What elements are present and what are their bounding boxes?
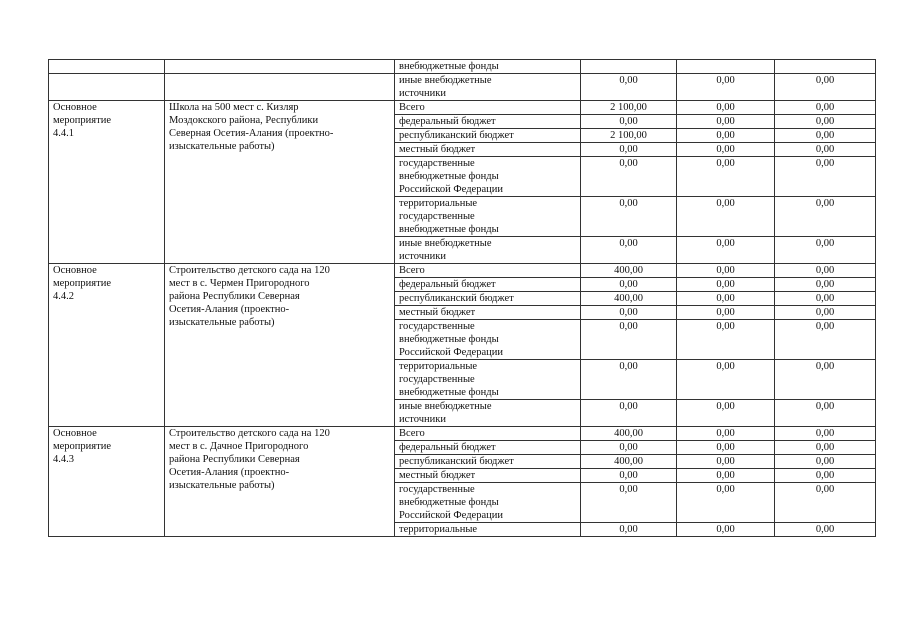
funding-source-cell: территориальные государственные внебюджетные фонды	[395, 197, 581, 237]
funding-source-cell: внебюджетные фонды	[395, 60, 581, 74]
amount-cell: 0,00	[775, 101, 876, 115]
amount-cell	[775, 60, 876, 74]
amount-cell: 0,00	[775, 292, 876, 306]
amount-cell: 0,00	[581, 143, 677, 157]
amount-cell: 0,00	[581, 483, 677, 523]
funding-table-body	[49, 60, 876, 537]
amount-cell: 0,00	[775, 237, 876, 264]
funding-source-cell: иные внебюджетные источники	[395, 237, 581, 264]
table-row	[49, 60, 876, 74]
amount-cell: 0,00	[775, 157, 876, 197]
funding-source-cell: местный бюджет	[395, 306, 581, 320]
amount-cell: 0,00	[581, 157, 677, 197]
funding-source-cell: федеральный бюджет	[395, 278, 581, 292]
amount-cell: 0,00	[677, 306, 775, 320]
funding-source-cell: республиканский бюджет	[395, 455, 581, 469]
amount-cell: 0,00	[581, 197, 677, 237]
amount-cell: 0,00	[581, 320, 677, 360]
amount-cell: 0,00	[677, 264, 775, 278]
amount-cell: 0,00	[581, 441, 677, 455]
amount-cell: 400,00	[581, 264, 677, 278]
object-cell: Строительство детского сада на 120 мест в с. Дачное Пригородного района Республики Северная Осетия-Алания (проектно- изыскательные работы)	[165, 427, 395, 537]
object-cell	[165, 60, 395, 74]
funding-source-cell: местный бюджет	[395, 469, 581, 483]
funding-source-cell: государственные внебюджетные фонды Российской Федерации	[395, 157, 581, 197]
event-cell: Основное мероприятие 4.4.3	[49, 427, 165, 537]
amount-cell: 0,00	[775, 320, 876, 360]
amount-cell: 0,00	[677, 74, 775, 101]
amount-cell: 400,00	[581, 455, 677, 469]
amount-cell: 0,00	[677, 278, 775, 292]
funding-source-cell: федеральный бюджет	[395, 115, 581, 129]
amount-cell: 0,00	[581, 469, 677, 483]
amount-cell: 0,00	[775, 523, 876, 537]
object-cell: Строительство детского сада на 120 мест в с. Чермен Пригородного района Республики Северная Осетия-Алания (проектно- изыскательные работы)	[165, 264, 395, 427]
funding-source-cell: местный бюджет	[395, 143, 581, 157]
amount-cell: 0,00	[677, 320, 775, 360]
amount-cell: 0,00	[677, 483, 775, 523]
amount-cell: 0,00	[677, 101, 775, 115]
funding-source-cell: Всего	[395, 264, 581, 278]
amount-cell: 0,00	[775, 143, 876, 157]
amount-cell: 0,00	[677, 441, 775, 455]
amount-cell: 0,00	[677, 292, 775, 306]
table-row	[49, 74, 876, 101]
amount-cell: 2 100,00	[581, 101, 677, 115]
funding-source-cell: территориальные	[395, 523, 581, 537]
amount-cell: 0,00	[677, 455, 775, 469]
amount-cell: 0,00	[775, 400, 876, 427]
amount-cell: 0,00	[775, 74, 876, 101]
amount-cell: 0,00	[677, 129, 775, 143]
amount-cell: 0,00	[775, 427, 876, 441]
funding-source-cell: иные внебюджетные источники	[395, 74, 581, 101]
amount-cell: 0,00	[677, 157, 775, 197]
table-row	[49, 427, 876, 441]
funding-source-cell: иные внебюджетные источники	[395, 400, 581, 427]
amount-cell: 2 100,00	[581, 129, 677, 143]
amount-cell: 0,00	[775, 455, 876, 469]
amount-cell: 0,00	[775, 115, 876, 129]
amount-cell: 0,00	[775, 129, 876, 143]
amount-cell: 0,00	[775, 197, 876, 237]
amount-cell: 0,00	[677, 427, 775, 441]
amount-cell: 0,00	[677, 469, 775, 483]
amount-cell: 0,00	[581, 115, 677, 129]
table-row	[49, 101, 876, 115]
amount-cell: 0,00	[775, 469, 876, 483]
amount-cell: 0,00	[775, 264, 876, 278]
table-row	[49, 264, 876, 278]
funding-source-cell: государственные внебюджетные фонды Российской Федерации	[395, 483, 581, 523]
event-cell: Основное мероприятие 4.4.1	[49, 101, 165, 264]
funding-source-cell: государственные внебюджетные фонды Российской Федерации	[395, 320, 581, 360]
amount-cell: 0,00	[677, 400, 775, 427]
amount-cell: 0,00	[677, 237, 775, 264]
amount-cell	[677, 60, 775, 74]
amount-cell: 0,00	[677, 115, 775, 129]
amount-cell: 0,00	[581, 523, 677, 537]
amount-cell: 0,00	[677, 523, 775, 537]
amount-cell: 400,00	[581, 427, 677, 441]
amount-cell: 0,00	[581, 74, 677, 101]
amount-cell: 0,00	[775, 360, 876, 400]
event-cell	[49, 60, 165, 74]
event-cell	[49, 74, 165, 101]
amount-cell: 0,00	[581, 278, 677, 292]
amount-cell: 0,00	[677, 360, 775, 400]
funding-source-cell: федеральный бюджет	[395, 441, 581, 455]
amount-cell: 0,00	[775, 441, 876, 455]
funding-table	[48, 59, 876, 537]
amount-cell: 400,00	[581, 292, 677, 306]
amount-cell	[581, 60, 677, 74]
amount-cell: 0,00	[581, 306, 677, 320]
amount-cell: 0,00	[581, 360, 677, 400]
funding-source-cell: республиканский бюджет	[395, 292, 581, 306]
funding-source-cell: Всего	[395, 101, 581, 115]
funding-source-cell: республиканский бюджет	[395, 129, 581, 143]
object-cell	[165, 74, 395, 101]
amount-cell: 0,00	[581, 237, 677, 264]
amount-cell: 0,00	[677, 197, 775, 237]
funding-source-cell: Всего	[395, 427, 581, 441]
amount-cell: 0,00	[581, 400, 677, 427]
amount-cell: 0,00	[775, 483, 876, 523]
amount-cell: 0,00	[677, 143, 775, 157]
event-cell: Основное мероприятие 4.4.2	[49, 264, 165, 427]
funding-source-cell: территориальные государственные внебюджетные фонды	[395, 360, 581, 400]
object-cell: Школа на 500 мест с. Кизляр Моздокского района, Республики Северная Осетия-Алания (проектно- изыскательные работы)	[165, 101, 395, 264]
amount-cell: 0,00	[775, 306, 876, 320]
amount-cell: 0,00	[775, 278, 876, 292]
